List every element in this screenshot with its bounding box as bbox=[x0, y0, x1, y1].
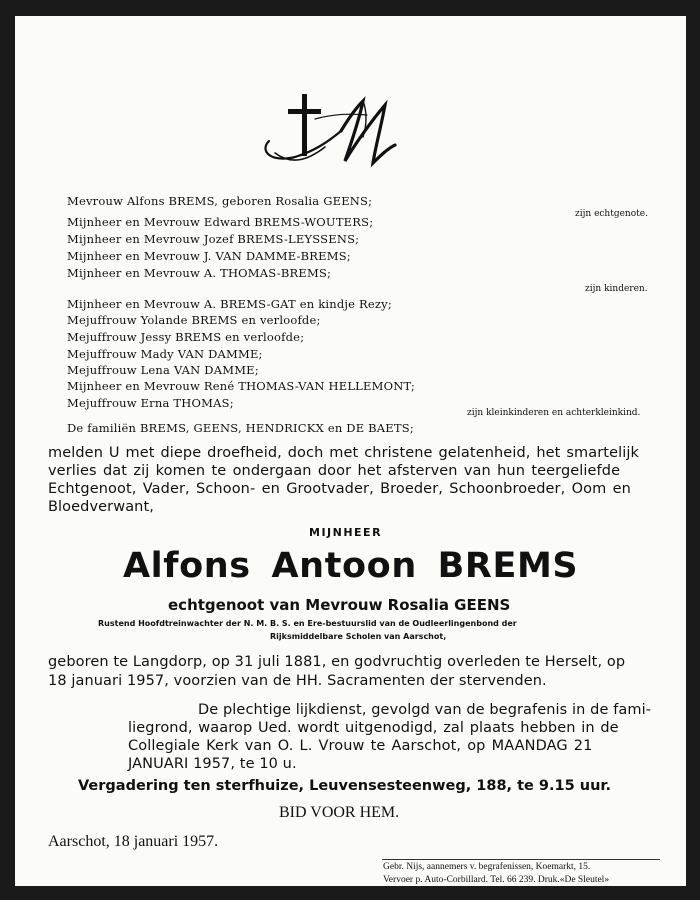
place-date: Aarschot, 18 januari 1957. bbox=[48, 833, 219, 850]
role-children: zijn kinderen. bbox=[585, 284, 648, 294]
function-line: Rijksmiddelbare Scholen van Aarschot, bbox=[270, 632, 447, 641]
memorial-card bbox=[15, 16, 686, 886]
birth-line: geboren te Langdorp, op 31 juli 1881, en godvruchtig overleden te Herselt, op bbox=[48, 654, 626, 670]
printer-line: Vervoer p. Auto-Corbillard. Tel. 66 239. Druk.«De Sleutel» bbox=[383, 875, 610, 885]
family-line: Mijnheer en Mevrouw René THOMAS-VAN HELLEMONT; bbox=[67, 379, 415, 393]
role-spouse: zijn echtgenote. bbox=[575, 209, 648, 219]
intro-line: Bloedverwant, bbox=[48, 499, 154, 515]
death-line: 18 januari 1957, voorzien van de HH. Sacramenten der stervenden. bbox=[48, 673, 547, 689]
family-line: Mejuffrouw Erna THOMAS; bbox=[67, 396, 234, 410]
family-line: De familiën BREMS, GEENS, HENDRICKX en DE BAETS; bbox=[67, 421, 414, 435]
spouse-line: echtgenoot van Mevrouw Rosalia GEENS bbox=[168, 596, 511, 614]
family-line: Mejuffrouw Jessy BREMS en verloofde; bbox=[67, 330, 305, 344]
honorific-title: MIJNHEER bbox=[309, 526, 383, 539]
intro-line: melden U met diepe droefheid, doch met christene gelatenheid, het smartelijk bbox=[48, 445, 639, 461]
family-line: Mijnheer en Mevrouw Edward BREMS-WOUTERS; bbox=[67, 215, 374, 229]
divider bbox=[382, 859, 660, 860]
family-line: Mejuffrouw Yolande BREMS en verloofde; bbox=[67, 313, 321, 327]
funeral-line: liegrond, waarop Ued. wordt uitgenodigd, zal plaats hebben in de bbox=[128, 720, 619, 736]
funeral-line: De plechtige lijkdienst, gevolgd van de begrafenis in de fami- bbox=[198, 702, 652, 718]
role-grandchildren: zijn kleinkinderen en achterkleinkind. bbox=[467, 408, 641, 418]
function-line: Rustend Hoofdtreinwachter der N. M. B. S. en Ere-bestuurslid van de Oudleerlingenbond der bbox=[98, 619, 517, 628]
family-line-spouse: Mevrouw Alfons BREMS, geboren Rosalia GEENS; bbox=[67, 194, 373, 208]
family-line: Mejuffrouw Mady VAN DAMME; bbox=[67, 347, 263, 361]
family-line: Mijnheer en Mevrouw A. BREMS-GAT en kindje Rezy; bbox=[67, 297, 392, 311]
meeting-line: Vergadering ten sterfhuize, Leuvensesteenweg, 188, te 9.15 uur. bbox=[78, 778, 611, 794]
family-line: Mejuffrouw Lena VAN DAMME; bbox=[67, 363, 259, 377]
intro-line: verlies dat zij komen te ondergaan door het afsterven van hun teergeliefde bbox=[48, 463, 621, 479]
funeral-line: JANUARI 1957, te 10 u. bbox=[128, 756, 297, 772]
family-line: Mijnheer en Mevrouw A. THOMAS-BREMS; bbox=[67, 266, 332, 280]
funeral-line: Collegiale Kerk van O. L. Vrouw te Aarschot, op MAANDAG 21 bbox=[128, 738, 593, 754]
printer-line: Gebr. Nijs, aannemers v. begrafenissen, Koemarkt, 15. bbox=[383, 862, 591, 872]
deceased-name: Alfons Antoon BREMS bbox=[123, 546, 579, 586]
cross-monogram-icon bbox=[255, 91, 435, 186]
family-line: Mijnheer en Mevrouw Jozef BREMS-LEYSSENS; bbox=[67, 232, 360, 246]
intro-line: Echtgenoot, Vader, Schoon- en Grootvader, Broeder, Schoonbroeder, Oom en bbox=[48, 481, 631, 497]
prayer-line: BID VOOR HEM. bbox=[279, 804, 400, 821]
family-line: Mijnheer en Mevrouw J. VAN DAMME-BREMS; bbox=[67, 249, 351, 263]
